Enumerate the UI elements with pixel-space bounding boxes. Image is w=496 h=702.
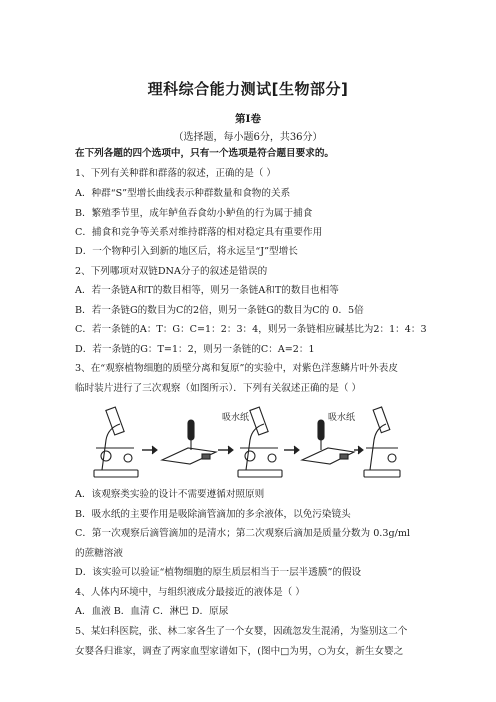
question-option: A．若一条链A和T的数目相等，则另一条链A和T的数目也相等 bbox=[75, 285, 339, 296]
figure-label: 吸水纸 bbox=[222, 413, 250, 423]
instruction: 在下列各题的四个选项中，只有一个选项是符合题目要求的。 bbox=[75, 148, 335, 159]
question-option: B．若一条链G的数目为C的2倍，则另一条链G的数目为C的 0．5倍 bbox=[75, 305, 364, 316]
question-stem: 女婴各归谁家，调查了两家血型家谱如下，(图中□为男，○为女，新生女婴之 bbox=[75, 646, 404, 657]
question-option: D．一个物种引入到新的地区后，将永远呈“J”型增长 bbox=[75, 246, 298, 257]
question-stem: 2、下列哪项对双链DNA分子的叙述是错误的 bbox=[75, 266, 268, 277]
slide-with-dropper-icon bbox=[302, 420, 354, 464]
question-stem: 临时装片进行了三次观察（如图所示）．下列有关叙述正确的是（ ） bbox=[75, 383, 362, 394]
question-option: D．若一条链的G：T=1：2，则另一条链的C：A=2：1 bbox=[75, 344, 315, 355]
question-stem: 5、某妇科医院，张、林二家各生了一个女婴，因疏忽发生混淆，为鉴别这二个 bbox=[75, 626, 408, 637]
question-stem: 3、在“观察植物细胞的质壁分离和复原”的实验中，对紫色洋葱鳞片叶外表皮 bbox=[75, 363, 398, 374]
question-option: B．吸水纸的主要作用是吸除滴管滴加的多余液体，以免污染镜头 bbox=[75, 509, 351, 520]
page-title: 理科综合能力测试[生物部分] bbox=[147, 80, 349, 98]
question-option-continued: 的蔗糖溶液 bbox=[75, 548, 123, 559]
question-option: A．种群“S”型增长曲线表示种群数量和食物的关系 bbox=[75, 188, 291, 199]
question-option: D．该实验可以验证“植物细胞的原生质层相当于一层半透膜”的假设 bbox=[75, 567, 362, 578]
microscope-figure bbox=[92, 402, 402, 480]
question-option: A．该观察类实验的设计不需要遵循对照原则 bbox=[75, 489, 265, 500]
section-title: 第Ⅰ卷 bbox=[235, 113, 261, 125]
figure-label: 吸水纸 bbox=[328, 413, 356, 423]
question-stem: 4、人体内环境中，与组织液成分最接近的液体是（ ） bbox=[75, 587, 305, 598]
question-options: A．血液 B．血清 C．淋巴 D．原尿 bbox=[75, 606, 229, 617]
microscope-icon bbox=[364, 407, 400, 477]
question-stem: 1、下列有关种群和群落的叙述，正确的是（ ） bbox=[75, 168, 277, 179]
question-option: B．繁殖季节里，成年鲈鱼吞食幼小鲈鱼的行为属于捕食 bbox=[75, 208, 313, 219]
question-option: C．第一次观察后滴管滴加的是清水；第二次观察后滴加是质量分数为 0.3g/ml bbox=[75, 528, 410, 539]
slide-with-dropper-icon bbox=[162, 420, 216, 464]
question-option: C．捕食和竞争等关系对维持群落的相对稳定具有重要作用 bbox=[75, 227, 323, 238]
question-option: C．若一条链的A：T：G：C=1：2：3：4，则另一条链相应碱基比为2：1：4：3 bbox=[75, 324, 427, 335]
microscope-icon bbox=[94, 407, 138, 477]
section-note: （选择题，每小题6分，共36分） bbox=[173, 132, 323, 143]
